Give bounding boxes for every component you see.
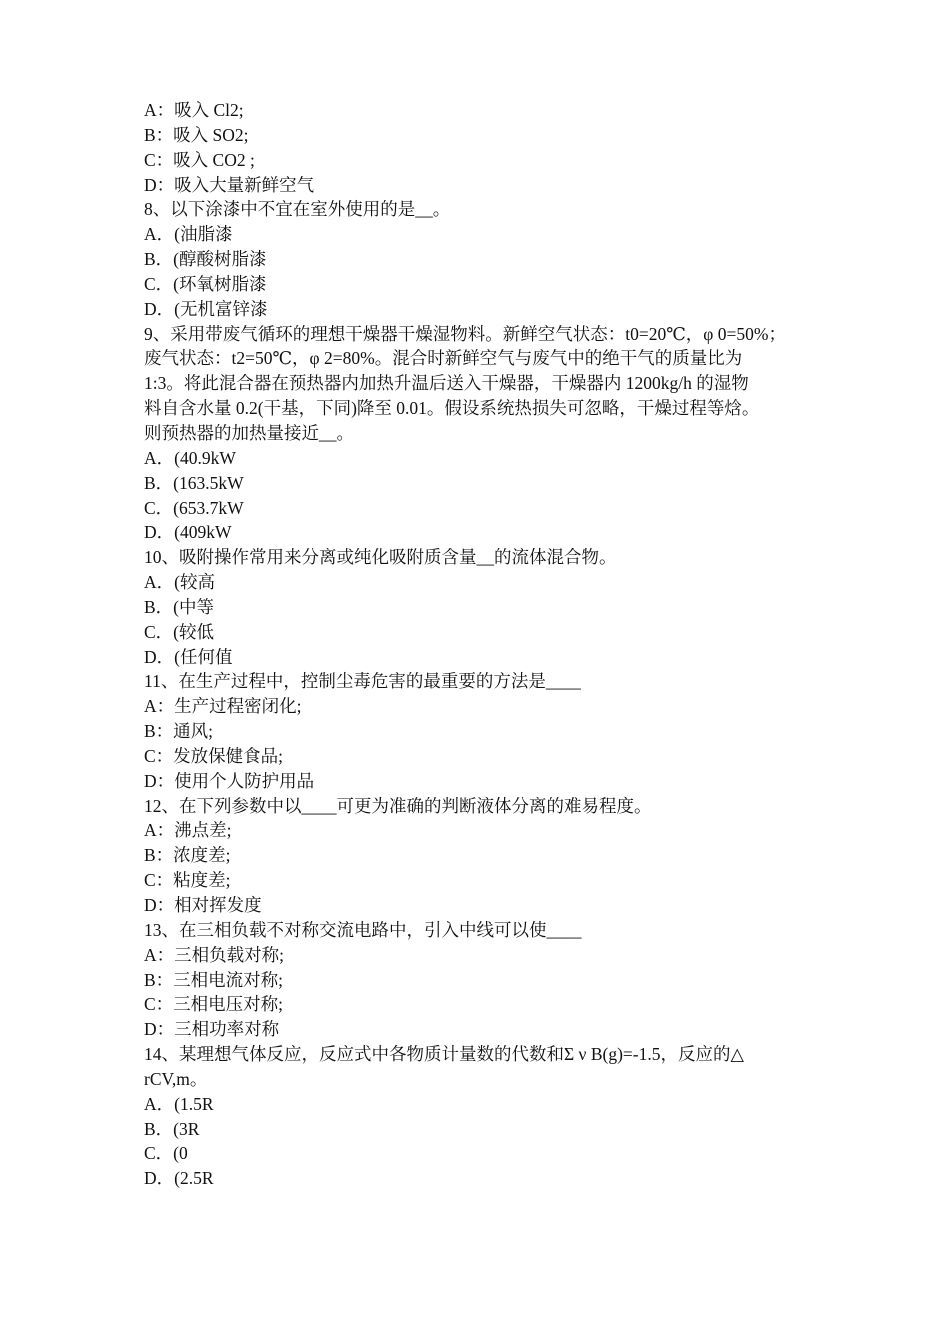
option-line: A．(40.9kW	[144, 447, 236, 468]
option-line: C：发放保健食品;	[144, 745, 284, 766]
option-line: A．(较高	[144, 572, 215, 593]
option-line: A．(1.5R	[144, 1093, 214, 1114]
option-line: C．(较低	[144, 621, 214, 642]
option-line: D．(无机富锌漆	[144, 298, 268, 319]
question-line: 则预热器的加热量接近__。	[144, 422, 354, 443]
question-line: 14、某理想气体反应，反应式中各物质计量数的代数和Σ ν B(g)=-1.5，反应的△	[144, 1044, 744, 1065]
option-line: B．(中等	[144, 596, 214, 617]
option-line: B：吸入 SO2;	[144, 124, 249, 145]
option-line: A：沸点差;	[144, 820, 232, 841]
option-line: D：使用个人防护用品	[144, 770, 315, 791]
option-line: D．(409kW	[144, 522, 232, 543]
option-line: D：相对挥发度	[144, 895, 262, 915]
option-line: A：三相负载对称;	[144, 944, 284, 965]
option-line: B．(醇酸树脂漆	[144, 249, 267, 270]
question-line: rCV,m。	[144, 1068, 208, 1089]
option-line: C．(0	[144, 1143, 188, 1164]
question-line: 12、在下列参数中以____可更为准确的判断液体分离的难易程度。	[144, 795, 652, 816]
option-line: A．(油脂漆	[144, 224, 233, 245]
option-line: C：吸入 CO2 ;	[144, 149, 255, 170]
option-line: B．(163.5kW	[144, 472, 244, 493]
option-line: D．(任何值	[144, 646, 233, 667]
question-line: 9、采用带废气循环的理想干燥器干燥湿物料。新鲜空气状态：t0=20℃，φ 0=50%；	[144, 323, 786, 344]
option-line: D：三相功率对称	[144, 1019, 280, 1040]
question-line: 13、在三相负载不对称交流电路中，引入中线可以使____	[144, 919, 582, 940]
question-line: 料自含水量 0.2(干基，下同)降至 0.01。假设系统热损失可忽略，干燥过程等焓。	[144, 398, 760, 419]
option-line: C：三相电压对称;	[144, 994, 284, 1015]
option-line: A：生产过程密闭化;	[144, 696, 302, 717]
question-line: 1:3。将此混合器在预热器内加热升温后送入干燥器，干燥器内 1200kg/h 的湿物	[144, 373, 749, 394]
question-line: 10、吸附操作常用来分离或纯化吸附质含量__的流体混合物。	[144, 547, 617, 568]
option-line: C．(环氧树脂漆	[144, 273, 267, 294]
question-line: 废气状态：t2=50℃，φ 2=80%。混合时新鲜空气与废气中的绝干气的质量比为	[144, 348, 743, 369]
option-line: B：三相电流对称;	[144, 969, 284, 990]
option-line: B．(3R	[144, 1118, 200, 1139]
option-line: D．(2.5R	[144, 1168, 214, 1189]
option-line: C．(653.7kW	[144, 497, 244, 518]
option-line: B：浓度差;	[144, 845, 231, 866]
question-line: 8、以下涂漆中不宜在室外使用的是__。	[144, 199, 451, 220]
question-line: 11、在生产过程中，控制尘毒危害的最重要的方法是____	[144, 671, 581, 692]
option-line: D：吸入大量新鲜空气	[144, 174, 315, 195]
option-line: A：吸入 Cl2;	[144, 100, 244, 120]
option-line: C：粘度差;	[144, 870, 231, 891]
option-line: B：通风;	[144, 721, 214, 742]
